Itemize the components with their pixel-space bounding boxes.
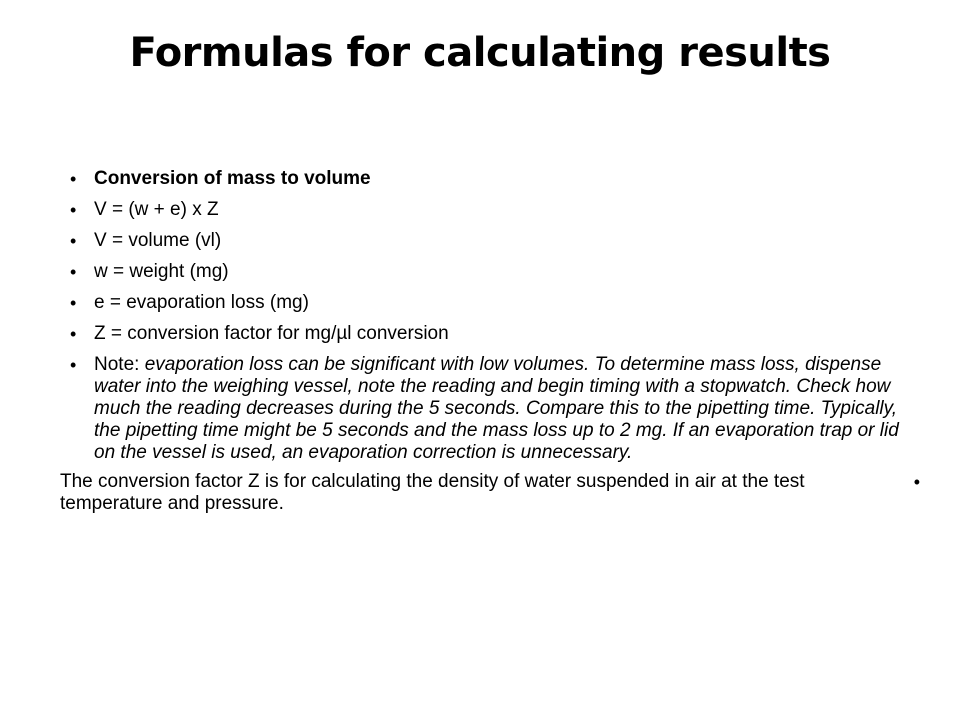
bullet-text: Z = conversion factor for mg/µl conversion (94, 323, 449, 344)
slide-content (60, 168, 920, 515)
bullet-text: w = weight (mg) (94, 261, 229, 282)
bullet-icon: • (70, 262, 77, 282)
bullet-icon: • (70, 231, 77, 251)
bullet-text: V = volume (vl) (94, 230, 222, 251)
bullet-icon: • (913, 472, 920, 492)
bullet-icon: • (70, 169, 77, 189)
trailing-paragraph-text: The conversion factor Z is for calculating the density of water suspended in air at the test temperature and pressure. (60, 471, 805, 514)
bullet-text: e = evaporation loss (mg) (94, 292, 309, 313)
trailing-paragraph (60, 471, 920, 515)
bullet-item-volume (70, 230, 900, 252)
bullet-text: V = (w + e) x Z (94, 199, 219, 220)
bullet-icon: • (70, 293, 77, 313)
bullet-text: Conversion of mass to volume (94, 168, 371, 189)
bullet-icon: • (70, 200, 77, 220)
slide-title: Formulas for calculating results (129, 30, 831, 76)
bullet-item-weight (70, 261, 900, 283)
bullet-icon: • (70, 324, 77, 344)
bullet-item-formula (70, 199, 900, 221)
bullet-item-conversion-factor (70, 323, 900, 345)
bullet-item-evaporation (70, 292, 900, 314)
bullet-item-note (70, 354, 900, 464)
note-text: evaporation loss can be significant with low volumes. To determine mass loss, dispense water into the weighing vessel, note the reading and begin timing with a stopwatch. Check how much the reading decreases during the 5 seconds. Compare this to the pipetting time. Typically, the pipetting time might be 5 seconds and the mass loss up to 2 mg. If an evaporation trap or lid on the vessel is used, an evaporation correction is unnecessary. (94, 354, 899, 463)
bullet-item-conversion-heading (70, 168, 900, 190)
bullet-list (70, 168, 900, 464)
bullet-icon: • (70, 355, 77, 375)
note-label: Note: (94, 354, 145, 375)
